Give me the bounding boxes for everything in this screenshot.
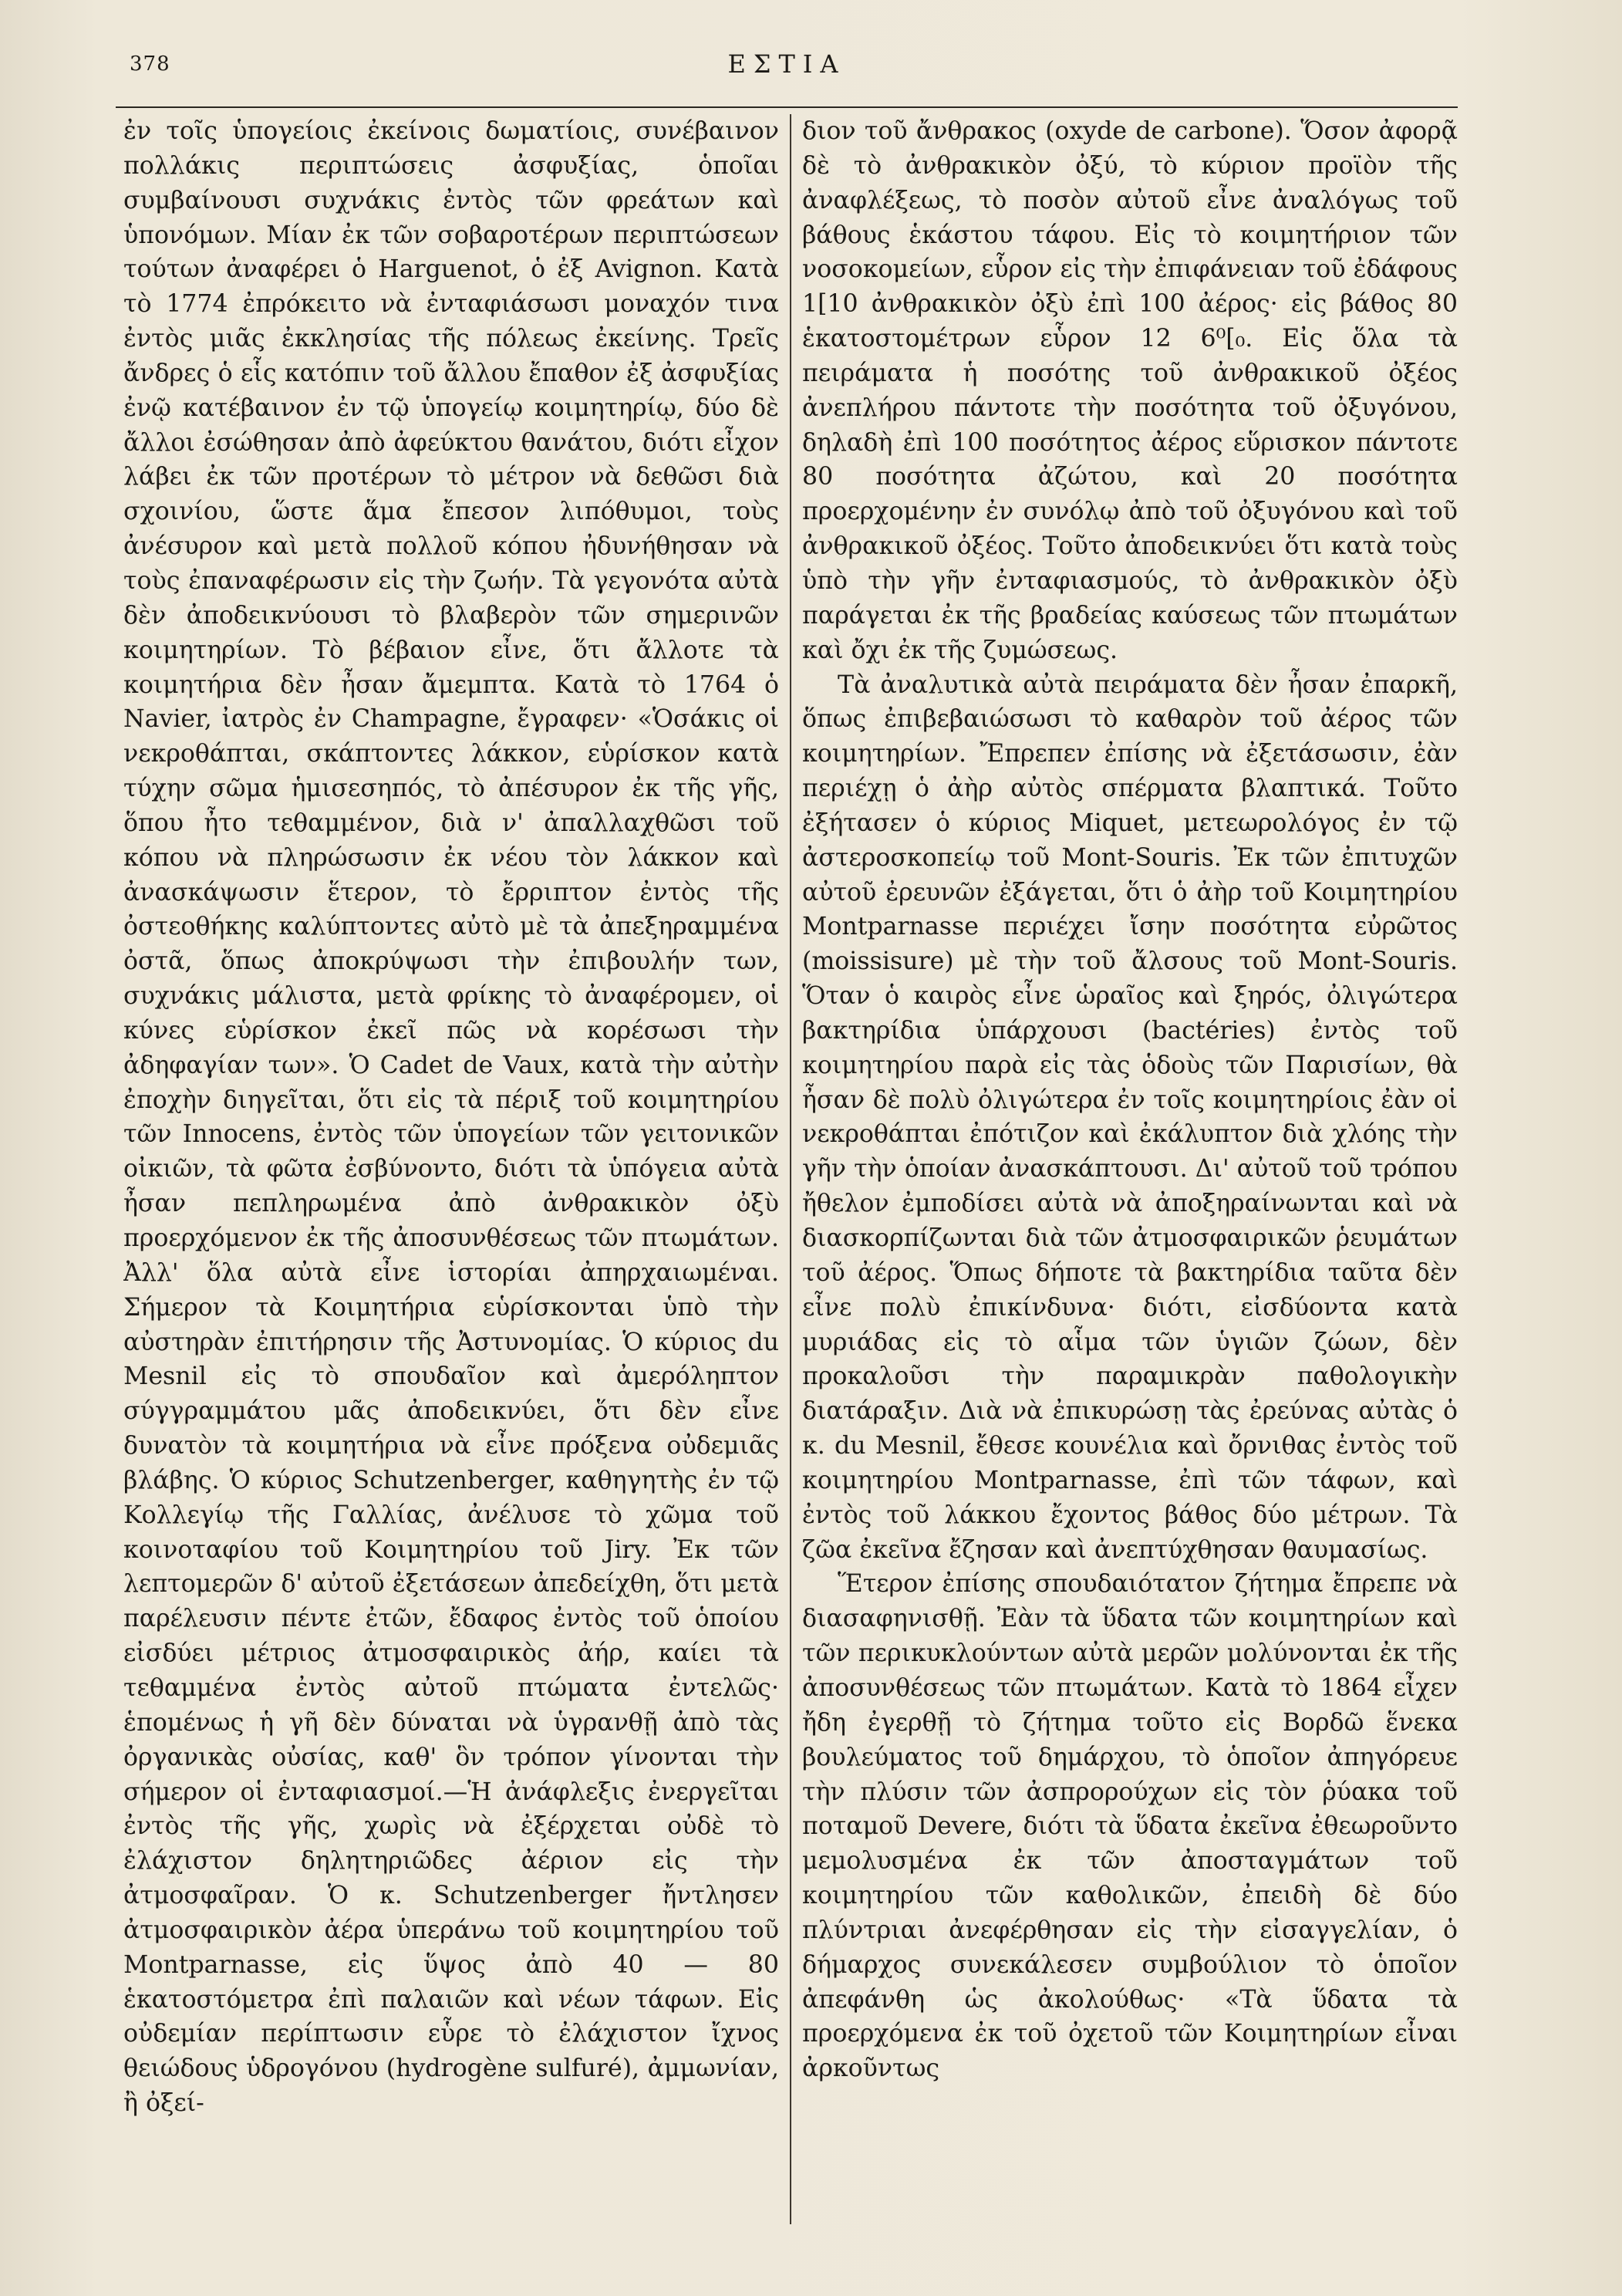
column-divider [790, 114, 791, 2224]
header-rule [116, 106, 1458, 108]
paragraph: ἐν τοῖς ὑπογείοις ἐκείνοις δωματίοις, συνέβαινον πολλάκις περιπτώσεις ἀσφυξίας, ὁποῖαι συμβαίνουσι συχνάκις ἐντὸς τῶν φρεάτων καὶ ὑπονόμων. Μίαν ἐκ τῶν σοβαροτέρων περιπτώσεων τούτων ἀναφέρει ὁ Harguenot, ὁ ἐξ Avignon. Κατὰ τὸ 1774 ἐπρόκειτο νὰ ἐνταφιάσωσι μοναχόν τινα ἐντὸς μιᾶς ἐκκλησίας τῆς πόλεως ἐκείνης. Τρεῖς ἄνδρες ὁ εἷς κατόπιν τοῦ ἄλλου ἔπαθον ἐξ ἀσφυξίας ἐνῷ κατέβαινον ἐν τῷ ὑπογείῳ κοιμητηρίῳ, δύο δὲ ἄλλοι ἐσώθησαν ἀπὸ ἀφεύκτου θανάτου, διότι εἶχον λάβει ἐκ τῶν προτέρων τὸ μέτρον νὰ δεθῶσι διὰ σχοινίου, ὥστε ἅμα ἔπεσον λιπόθυμοι, τοὺς ἀνέσυρον καὶ μετὰ πολλοῦ κόπου ἠδυνήθησαν νὰ τοὺς ἐπαναφέρωσιν εἰς τὴν ζωήν. Τὰ γεγονότα αὐτὰ δὲν ἀποδεικνύουσι τὸ βλαβερὸν τῶν σημερινῶν κοιμητηρίων. Τὸ βέβαιον εἶνε, ὅτι ἄλλοτε τὰ κοιμητήρια δὲν ἦσαν ἄμεμπτα. Κατὰ τὸ 1764 ὁ Navier, ἰατρὸς ἐν Champagne, ἔγραφεν· «Ὁσάκις οἱ νεκροθάπται, σκάπτοντες λάκκον, εὑρίσκον κατὰ τύχην σῶμα ἡμισεσηπός, τὸ ἀπέσυρον ἐκ τῆς γῆς, ὅπου ἦτο τεθαμμένον, διὰ ν' ἀπαλλαχθῶσι τοῦ κόπου νὰ πληρώσωσιν ἐκ νέου τὸν λάκκον καὶ ἀνασκάψωσιν ἕτερον, τὸ ἔρριπτον ἐντὸς τῆς ὀστεοθήκης καλύπτοντες αὐτὸ μὲ τὰ ἀπεξηραμμένα ὀστᾶ, ὅπως ἀποκρύψωσι τὴν ἐπιβουλήν των, συχνάκις μάλιστα, μετὰ φρίκης τὸ ἀναφέρομεν, οἱ κύνες εὑρίσκον ἐκεῖ πῶς νὰ κορέσωσι τὴν ἀδηφαγίαν των». Ὁ Cadet de Vaux, κατὰ τὴν αὐτὴν ἐποχὴν διηγεῖται, ὅτι εἰς τὰ πέριξ τοῦ κοιμητηρίου τῶν Innocens, ἐντὸς τῶν ὑπογείων τῶν γειτονικῶν οἰκιῶν, τὰ φῶτα ἐσβύνοντο, διότι τὰ ὑπόγεια αὐτὰ ἦσαν πεπληρωμένα ἀπὸ ἀνθρακικὸν ὀξὺ προερχόμενον ἐκ τῆς ἀποσυνθέσεως τῶν πτωμάτων. Ἀλλ' ὅλα αὐτὰ εἶνε ἱστορίαι ἀπηρχαιωμέναι. Σήμερον τὰ Κοιμητήρια εὑρίσκονται ὑπὸ τὴν αὐστηρὰν ἐπιτήρησιν τῆς Ἀστυνομίας. Ὁ κύριος du Mesnil εἰς τὸ σπουδαῖον καὶ ἀμερόληπτον σύγγραμμάτου μᾶς ἀποδεικνύει, ὅτι δὲν εἶνε δυνατὸν τὰ κοιμητήρια νὰ εἶνε πρόξενα οὐδεμιᾶς βλάβης. Ὁ κύριος Schutzenberger, καθηγητὴς ἐν τῷ Κολλεγίῳ τῆς Γαλλίας, ἀνέλυσε τὸ χῶμα τοῦ κοινοταφίου τοῦ Κοιμητηρίου τοῦ Jiry. Ἐκ τῶν λεπτομερῶν δ' αὐτοῦ ἐξετάσεων ἀπεδείχθη, ὅτι μετὰ παρέλευσιν πέντε ἐτῶν, ἔδαφος ἐντὸς τοῦ ὁποίου εἰσδύει μέτριος ἀτμοσφαιρικὸς ἀήρ, καίει τὰ τεθαμμένα ἐντὸς αὐτοῦ πτώματα ἐντελῶς· ἑπομένως ἡ γῆ δὲν δύναται νὰ ὑγρανθῇ ἀπὸ τὰς ὀργανικὰς οὐσίας, καθ' ὃν τρόπον γίνονται τὴν σήμερον οἱ ἐνταφιασμοί.—Ἡ ἀνάφλεξις ἐνεργεῖται ἐντὸς τῆς γῆς, χωρὶς νὰ ἐξέρχεται οὐδὲ τὸ ἐλάχιστον δηλητηριῶδες ἀέριον εἰς τὴν ἀτμοσφαῖραν. Ὁ κ. Schutzenberger ἤντλησεν ἀτμοσφαιρικὸν ἀέρα ὑπεράνω τοῦ κοιμητηρίου τοῦ Montparnasse, εἰς ὕψος ἀπὸ 40 — 80 ἑκατοστόμετρα ἐπὶ παλαιῶν καὶ νέων τάφων. Εἰς οὐδεμίαν περίπτωσιν εὗρε τὸ ἐλάχιστον ἴχνος θειώδους ὑδρογόνου (hydrogène sulfuré), ἀμμωνίαν, ἢ ὀξεί- [123, 117, 779, 2118]
page-header [123, 49, 1450, 91]
paragraph: Ἕτερον ἐπίσης σπουδαιότατον ζήτημα ἔπρεπε νὰ διασαφηνισθῇ. Ἐὰν τὰ ὕδατα τῶν κοιμητηρίων καὶ τῶν περικυκλούντων αὐτὰ μερῶν μολύνονται ἐκ τῆς ἀποσυνθέσεως τῶν πτωμάτων. Κατὰ τὸ 1864 εἶχεν ἤδη ἐγερθῇ τὸ ζήτημα τοῦτο εἰς Βορδῶ ἕνεκα βουλεύματος τοῦ δημάρχου, τὸ ὁποῖον ἀπηγόρευε τὴν πλύσιν τῶν ἀσπρορούχων εἰς τὸν ῥύακα τοῦ ποταμοῦ Devere, διότι τὰ ὕδατα ἐκεῖνα ἐθεωροῦντο μεμολυσμένα ἐκ τῶν ἀποσταγμάτων τοῦ κοιμητηρίου τῶν καθολικῶν, ἐπειδὴ δὲ δύο πλύντριαι ἀνεφέρθησαν εἰς τὴν εἰσαγγελίαν, ὁ δήμαρχος συνεκάλεσεν συμβούλιον τὸ ὁποῖον ἀπεφάνθη ὡς ἀκολούθως· «Τὰ ὕδατα τὰ προερχόμενα ἐκ τοῦ ὀχετοῦ τῶν Κοιμητηρίων εἶναι ἀρκοῦντως [802, 1570, 1458, 2083]
running-title: ΕΣΤΙΑ [727, 49, 846, 79]
paragraph: διον τοῦ ἄνθρακος (oxyde de carbone). Ὅσον ἀφορᾷ δὲ τὸ ἀνθρακικὸν ὀξύ, τὸ κύριον προϊὸν τῆς ἀναφλέξεως, τὸ ποσὸν αὐτοῦ εἶνε ἀναλόγως τοῦ βάθους ἑκάστου τάφου. Εἰς τὸ κοιμητήριον τῶν νοσοκομείων, εὗρον εἰς τὴν ἐπιφάνειαν τοῦ ἐδάφους 1[10 ἀνθρακικὸν ὀξὺ ἐπὶ 100 ἀέρος· εἰς βάθος 80 ἑκατοστομέτρων εὗρον 12 6⁰[₀. Εἰς ὅλα τὰ πειράματα ἡ ποσότης τοῦ ἀνθρακικοῦ ὀξέος ἀνεπλήρου πάντοτε τὴν ποσότητα τοῦ ὀξυγόνου, δηλαδὴ ἐπὶ 100 ποσότητος ἀέρος εὕρισκον πάντοτε 80 ποσότητα ἀζώτου, καὶ 20 ποσότητα προερχομένην ἐν συνόλῳ ἀπὸ τοῦ ὀξυγόνου καὶ τοῦ ἀνθρακικοῦ ὀξέος. Τοῦτο ἀποδεικνύει ὅτι κατὰ τοὺς ὑπὸ τὴν γῆν ἐνταφιασμούς, τὸ ἀνθρακικὸν ὀξὺ παράγεται ἐκ τῆς βραδείας καύσεως τῶν πτωμάτων καὶ ὄχι ἐκ τῆς ζυμώσεως. [802, 117, 1458, 664]
paragraph: Τὰ ἀναλυτικὰ αὐτὰ πειράματα δὲν ἦσαν ἐπαρκῆ, ὅπως ἐπιβεβαιώσωσι τὸ καθαρὸν τοῦ ἀέρος τῶν κοιμητηρίων. Ἔπρεπεν ἐπίσης νὰ ἐξετάσωσιν, ἐὰν περιέχῃ ὁ ἀὴρ αὐτὸς σπέρματα βλαπτικά. Τοῦτο ἐξήτασεν ὁ κύριος Miquet, μετεωρολόγος ἐν τῷ ἀστεροσκοπείῳ τοῦ Mont-Souris. Ἐκ τῶν ἐπιτυχῶν αὐτοῦ ἐρευνῶν ἐξάγεται, ὅτι ὁ ἀὴρ τοῦ Κοιμητηρίου Montparnasse περιέχει ἴσην ποσότητα εὐρῶτος (moissisure) μὲ τὴν τοῦ ἄλσους τοῦ Mont-Souris. Ὅταν ὁ καιρὸς εἶνε ὡραῖος καὶ ξηρός, ὀλιγώτερα βακτηρίδια ὑπάρχουσι (bactéries) ἐντὸς τοῦ κοιμητηρίου παρὰ εἰς τὰς ὁδοὺς τῶν Παρισίων, θὰ ἦσαν δὲ πολὺ ὀλιγώτερα ἐν τοῖς κοιμητηρίοις ἐὰν οἱ νεκροθάπται ἐπότιζον καὶ ἐκάλυπτον διὰ χλόης τὴν γῆν τὴν ὁποίαν ἀνασκάπτουσι. Δι' αὐτοῦ τοῦ τρόπου ἤθελον ἐμποδίσει αὐτὰ νὰ ἀποξηραίνωνται καὶ νὰ διασκορπίζωνται διὰ τῶν ἀτμοσφαιρικῶν ῥευμάτων τοῦ ἀέρος. Ὅπως δήποτε τὰ βακτηρίδια ταῦτα δὲν εἶνε πολὺ ἐπικίνδυνα· διότι, εἰσδύοντα κατὰ μυριάδας εἰς τὸ αἷμα τῶν ὑγιῶν ζώων, δὲν προκαλοῦσι τὴν παραμικρὰν παθολογικὴν διατάραξιν. Διὰ νὰ ἐπικυρώσῃ τὰς ἐρεύνας αὐτὰς ὁ κ. du Mesnil, ἔθεσε κουνέλια καὶ ὄρνιθας ἐντὸς τοῦ κοιμητηρίου Montparnasse, ἐπὶ τῶν τάφων, καὶ ἐντὸς τοῦ λάκκου ἔχοντος βάθος δύο μέτρων. Τὰ ζῶα ἐκεῖνα ἔζησαν καὶ ἀνεπτύχθησαν θαυμασίως. [802, 670, 1458, 1564]
page-number: 378 [130, 52, 170, 76]
left-column [123, 114, 779, 2244]
right-column [802, 114, 1458, 2244]
